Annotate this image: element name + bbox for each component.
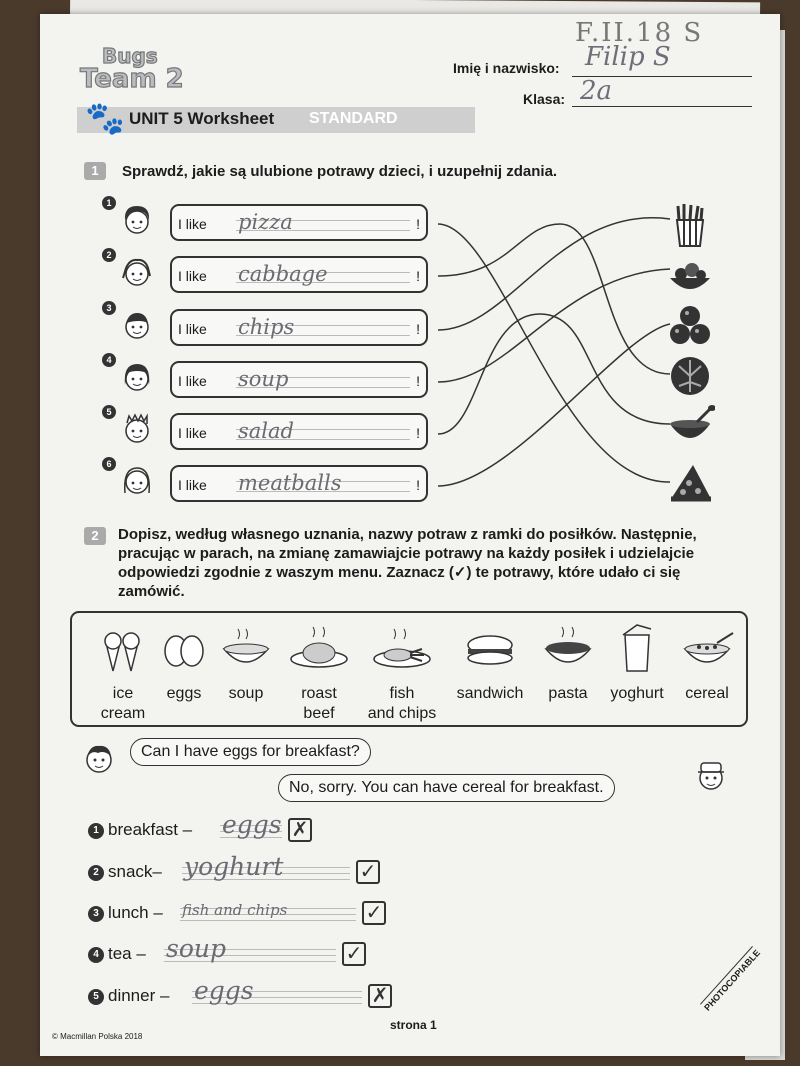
row-number-1: 1 <box>102 196 116 210</box>
class-value[interactable]: 2a <box>580 76 613 106</box>
like-label: I like <box>178 373 207 389</box>
meal-number-4: 4 <box>88 947 104 963</box>
meal-label-1: breakfast – <box>108 820 193 839</box>
name-value[interactable]: Filip S <box>585 42 671 72</box>
meal-number-2: 2 <box>88 865 104 881</box>
food-word-7 <box>528 684 608 704</box>
like-label: I like <box>178 216 207 232</box>
like-answer[interactable]: cabbage <box>238 262 328 286</box>
match-line-1 <box>438 224 670 482</box>
meal-answer-1[interactable]: eggs <box>222 810 282 839</box>
soup-icon <box>665 404 715 450</box>
food-word-8 <box>597 684 677 704</box>
food-word-line1: cereal <box>685 685 729 702</box>
task2-instruction-line4: zamówić. <box>118 583 185 600</box>
meal-checkbox-5[interactable]: ✗ <box>368 984 392 1008</box>
meal-number-1: 1 <box>88 823 104 839</box>
like-answer[interactable]: pizza <box>238 210 293 234</box>
like-answer[interactable]: salad <box>238 419 294 443</box>
food-word-line2: and chips <box>367 705 437 722</box>
logo-line1: Bugs <box>102 44 158 68</box>
like-answer[interactable]: soup <box>238 367 289 391</box>
food-word-line1: fish <box>389 685 415 702</box>
food-word-9 <box>667 684 747 704</box>
meal-checkbox-1[interactable]: ✗ <box>288 818 312 842</box>
fish-and-chips-icon <box>372 621 432 675</box>
meal-answer-2[interactable]: yoghurt <box>184 852 284 881</box>
photocopiable-label: PHOTOCOPIABLE <box>700 946 762 1013</box>
eggs-icon <box>154 621 214 675</box>
yoghurt-icon <box>607 621 667 675</box>
meal-answer-4[interactable]: soup <box>166 934 226 963</box>
match-line-4 <box>438 269 670 382</box>
food-word-line1: sandwich <box>456 685 524 702</box>
task2-instruction-line1: Dopisz, według własnego uznania, nazwy potraw z ramki do posiłków. Następnie, <box>118 526 697 543</box>
meal-number-3: 3 <box>88 906 104 922</box>
match-line-2 <box>438 224 670 374</box>
exclamation: ! <box>416 425 420 441</box>
food-word-line2: beef <box>303 705 335 722</box>
row-number-2: 2 <box>102 248 116 262</box>
soup-icon <box>216 621 276 675</box>
like-label: I like <box>178 268 207 284</box>
task1-number: 1 <box>84 162 106 180</box>
meal-label-5: dinner – <box>108 986 170 1005</box>
meal-label-3: lunch – <box>108 903 163 922</box>
cereal-icon <box>677 621 737 675</box>
task2-instruction-line2: pracując w parach, na zmianę zamawiajcie potrawy na każdy posiłek i udzielajcie <box>118 545 695 562</box>
food-word-line2: cream <box>100 705 146 722</box>
class-label: Klasa: <box>523 91 566 107</box>
food-word-4 <box>279 684 359 724</box>
exclamation: ! <box>416 216 420 232</box>
top-scribble: F.II.18 S <box>575 18 704 48</box>
task2-number: 2 <box>84 527 106 545</box>
cabbage-icon <box>665 352 715 398</box>
task1-instruction: Sprawdź, jakie są ulubione potrawy dzieci, i uzupełnij zdania. <box>122 163 558 180</box>
food-word-line1: soup <box>228 685 264 702</box>
name-label: Imię i nazwisko: <box>453 60 560 76</box>
meal-checkbox-3[interactable]: ✓ <box>362 901 386 925</box>
like-label: I like <box>178 477 207 493</box>
pasta-icon <box>538 621 598 675</box>
food-word-line1: eggs <box>166 685 202 702</box>
salad-icon <box>665 254 715 300</box>
meal-checkbox-4[interactable]: ✓ <box>342 942 366 966</box>
match-line-6 <box>438 324 670 486</box>
exclamation: ! <box>416 321 420 337</box>
meal-answer-3[interactable]: fish and chips <box>182 901 288 919</box>
row-number-5: 5 <box>102 405 116 419</box>
like-label: I like <box>178 321 207 337</box>
exclamation: ! <box>416 477 420 493</box>
like-answer[interactable]: chips <box>238 315 295 339</box>
copyright: © Macmillan Polska 2018 <box>52 1032 143 1041</box>
food-word-5 <box>362 684 442 724</box>
meal-checkbox-2[interactable]: ✓ <box>356 860 380 884</box>
like-answer[interactable]: meatballs <box>238 471 342 495</box>
food-word-3 <box>206 684 286 704</box>
exclamation: ! <box>416 268 420 284</box>
unit-title: UNIT 5 Worksheet <box>129 109 275 128</box>
boy-icon <box>82 741 116 777</box>
row-number-4: 4 <box>102 353 116 367</box>
paw-icon: 🐾 <box>85 100 125 136</box>
meal-answer-5[interactable]: eggs <box>194 976 254 1005</box>
like-label: I like <box>178 425 207 441</box>
row-number-3: 3 <box>102 301 116 315</box>
task2-instruction-line3: odpowiedzi zgodnie z waszym menu. Zaznacz (✓) te potrawy, które udało ci się <box>118 564 681 581</box>
food-word-line1: ice <box>112 685 134 702</box>
food-word-line1: yoghurt <box>610 685 664 702</box>
task2-instruction <box>118 525 768 601</box>
ice-cream-icon <box>93 621 153 675</box>
worksheet-page <box>40 14 780 1056</box>
meal-label-4: tea – <box>108 944 146 963</box>
food-word-box <box>70 611 748 727</box>
meal-number-5: 5 <box>88 989 104 1005</box>
meal-label-2: snack– <box>108 862 162 881</box>
boy-cap-icon <box>694 757 728 793</box>
food-word-line1: roast <box>301 685 337 702</box>
page-number: strona 1 <box>390 1018 437 1032</box>
roast-beef-icon <box>289 621 349 675</box>
sandwich-icon <box>460 621 520 675</box>
pizza-icon <box>665 459 715 505</box>
row-number-6: 6 <box>102 457 116 471</box>
answer-bubble: No, sorry. You can have cereal for breakfast. <box>278 774 615 802</box>
meatballs-icon <box>665 304 715 350</box>
unit-level: STANDARD <box>309 110 398 127</box>
logo-line2: Team 2 <box>80 64 184 94</box>
question-bubble: Can I have eggs for breakfast? <box>130 738 371 766</box>
food-word-line1: pasta <box>548 685 588 702</box>
chips-icon <box>665 202 715 248</box>
food-word-6 <box>450 684 530 704</box>
exclamation: ! <box>416 373 420 389</box>
